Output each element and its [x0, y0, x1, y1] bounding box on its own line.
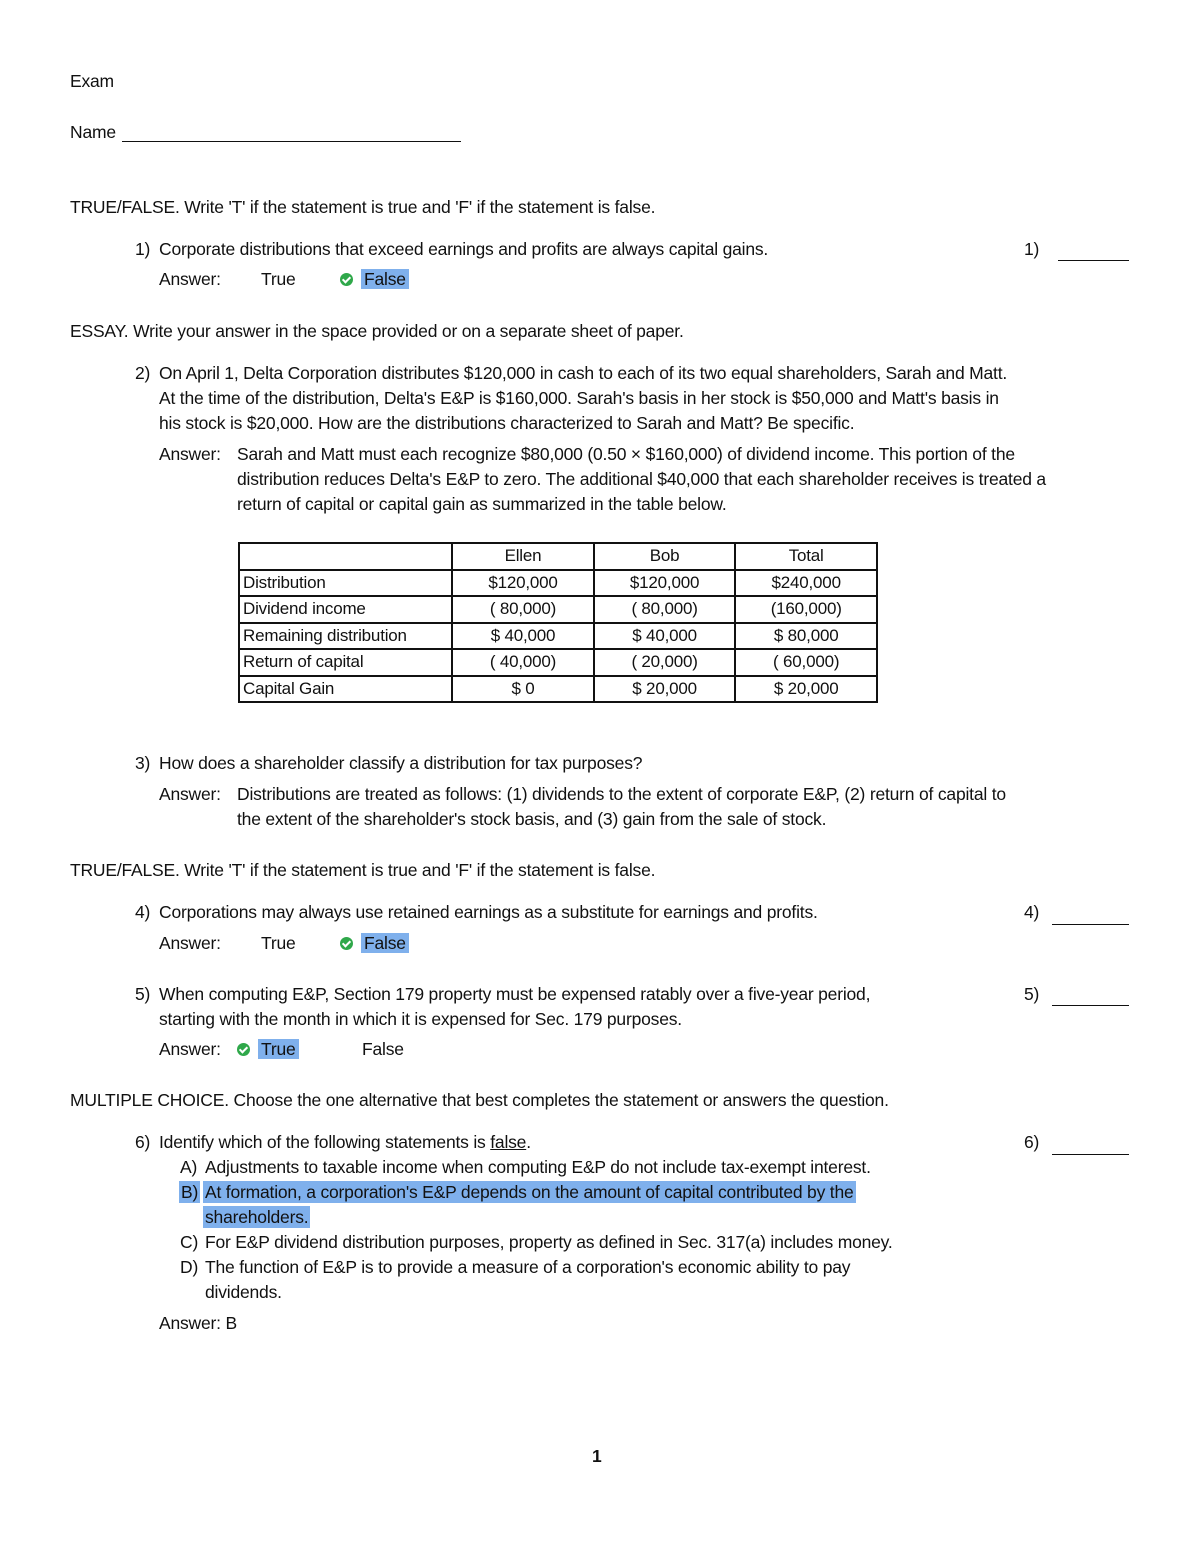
option-false[interactable]: False	[362, 1039, 404, 1059]
table-cell: $ 40,000	[594, 623, 736, 650]
answer-label: Answer:	[159, 933, 221, 953]
question-number: 1)	[135, 239, 151, 259]
option-false-selected[interactable]: False	[340, 932, 409, 954]
choice-b-text-line[interactable]: At formation, a corporation's E&P depends on the amount of capital contributed by the	[205, 1182, 854, 1202]
table-cell: ( 40,000)	[452, 649, 594, 676]
row-label: Remaining distribution	[239, 623, 452, 650]
table-header-row	[239, 543, 877, 570]
answer-blank[interactable]	[1052, 1154, 1129, 1155]
answer-slot-number: 1)	[1024, 239, 1040, 259]
table-cell: ( 60,000)	[735, 649, 877, 676]
check-icon	[340, 937, 353, 950]
table-cell: ( 20,000)	[594, 649, 736, 676]
table-cell: $ 20,000	[594, 676, 736, 703]
section-instructions-essay: ESSAY. Write your answer in the space provided or on a separate sheet of paper.	[70, 321, 684, 341]
distribution-table	[238, 542, 878, 703]
table-header-cell	[239, 543, 452, 570]
emphasis-false: false	[490, 1132, 527, 1152]
question-text-line: his stock is $20,000. How are the distributions characterized to Sarah and Matt? Be specific.	[159, 413, 855, 433]
question-text: Corporate distributions that exceed earnings and profits are always capital gains.	[159, 239, 769, 259]
option-true[interactable]: True	[261, 269, 296, 289]
exam-title: Exam	[70, 71, 114, 91]
question-text-line: When computing E&P, Section 179 property must be expensed ratably over a five-year period,	[159, 984, 871, 1004]
table-cell: (160,000)	[735, 596, 877, 623]
question-text: Identify which of the following statements is false.	[159, 1132, 531, 1152]
question-text-line: On April 1, Delta Corporation distributes $120,000 in cash to each of its two equal shareholders, Sarah and Matt.	[159, 363, 1008, 383]
table-cell: $ 40,000	[452, 623, 594, 650]
table-cell: ( 80,000)	[594, 596, 736, 623]
choice-a-letter[interactable]: A)	[180, 1157, 198, 1177]
table-cell: $120,000	[594, 570, 736, 597]
answer-text-line: distribution reduces Delta's E&P to zero. The additional $40,000 that each shareholder receives is treated a	[237, 469, 1046, 489]
choice-d-letter[interactable]: D)	[180, 1257, 199, 1277]
question-number: 2)	[135, 363, 151, 383]
answer-text-line: the extent of the shareholder's stock basis, and (3) gain from the sale of stock.	[237, 809, 827, 829]
question-number: 3)	[135, 753, 151, 773]
row-label: Dividend income	[239, 596, 452, 623]
answer-slot-number: 6)	[1024, 1132, 1040, 1152]
answer-slot-number: 5)	[1024, 984, 1040, 1004]
question-text: Corporations may always use retained earnings as a substitute for earnings and profits.	[159, 902, 818, 922]
section-instructions-tf: TRUE/FALSE. Write 'T' if the statement is true and 'F' if the statement is false.	[70, 860, 656, 880]
table-header-cell: Bob	[594, 543, 736, 570]
page-number: 1	[592, 1446, 602, 1466]
name-blank[interactable]	[122, 141, 461, 142]
answer-slot-number: 4)	[1024, 902, 1040, 922]
choice-d-text-line[interactable]: dividends.	[205, 1282, 282, 1302]
question-text-line: starting with the month in which it is expensed for Sec. 179 purposes.	[159, 1009, 682, 1029]
name-label: Name	[70, 122, 116, 142]
table-row	[239, 676, 877, 703]
option-true-selected[interactable]: True	[237, 1038, 299, 1060]
answer-text-line: return of capital or capital gain as summarized in the table below.	[237, 494, 727, 514]
answer-key: Answer: B	[159, 1313, 237, 1333]
row-label: Distribution	[239, 570, 452, 597]
answer-label: Answer:	[159, 784, 221, 804]
answer-blank[interactable]	[1052, 1005, 1129, 1006]
answer-text-line: Sarah and Matt must each recognize $80,000 (0.50 × $160,000) of dividend income. This portion of the	[237, 444, 1015, 464]
table-cell: ( 80,000)	[452, 596, 594, 623]
table-cell: $ 20,000	[735, 676, 877, 703]
table-cell: $120,000	[452, 570, 594, 597]
table-row	[239, 623, 877, 650]
table-row	[239, 649, 877, 676]
table-row	[239, 570, 877, 597]
table-row	[239, 596, 877, 623]
option-true[interactable]: True	[261, 933, 296, 953]
row-label: Capital Gain	[239, 676, 452, 703]
question-text-line: At the time of the distribution, Delta's E&P is $160,000. Sarah's basis in her stock is $50,000 and Matt's basis in	[159, 388, 999, 408]
check-icon	[237, 1043, 250, 1056]
table-header-cell: Ellen	[452, 543, 594, 570]
option-false-selected[interactable]: False	[340, 268, 409, 290]
table-header-cell: Total	[735, 543, 877, 570]
answer-blank[interactable]	[1052, 924, 1129, 925]
section-instructions-tf: TRUE/FALSE. Write 'T' if the statement is true and 'F' if the statement is false.	[70, 197, 656, 217]
answer-label: Answer:	[159, 444, 221, 464]
answer-text-line: Distributions are treated as follows: (1) dividends to the extent of corporate E&P, (2) return of capital to	[237, 784, 1006, 804]
question-text: How does a shareholder classify a distribution for tax purposes?	[159, 753, 643, 773]
answer-label: Answer:	[159, 1039, 221, 1059]
question-number: 6)	[135, 1132, 151, 1152]
choice-b-text-line[interactable]: shareholders.	[205, 1207, 309, 1227]
choice-c-text[interactable]: For E&P dividend distribution purposes, property as defined in Sec. 317(a) includes money.	[205, 1232, 893, 1252]
check-icon	[340, 273, 353, 286]
choice-c-letter[interactable]: C)	[180, 1232, 199, 1252]
row-label: Return of capital	[239, 649, 452, 676]
answer-blank[interactable]	[1058, 260, 1129, 261]
answer-label: Answer:	[159, 269, 221, 289]
choice-a-text[interactable]: Adjustments to taxable income when computing E&P do not include tax-exempt interest.	[205, 1157, 871, 1177]
table-cell: $ 0	[452, 676, 594, 703]
table-cell: $ 80,000	[735, 623, 877, 650]
choice-d-text-line[interactable]: The function of E&P is to provide a measure of a corporation's economic ability to pay	[205, 1257, 851, 1277]
section-instructions-mc: MULTIPLE CHOICE. Choose the one alternative that best completes the statement or answers the question.	[70, 1090, 889, 1110]
question-number: 4)	[135, 902, 151, 922]
table-cell: $240,000	[735, 570, 877, 597]
choice-b-letter[interactable]: B)	[181, 1182, 199, 1202]
question-number: 5)	[135, 984, 151, 1004]
